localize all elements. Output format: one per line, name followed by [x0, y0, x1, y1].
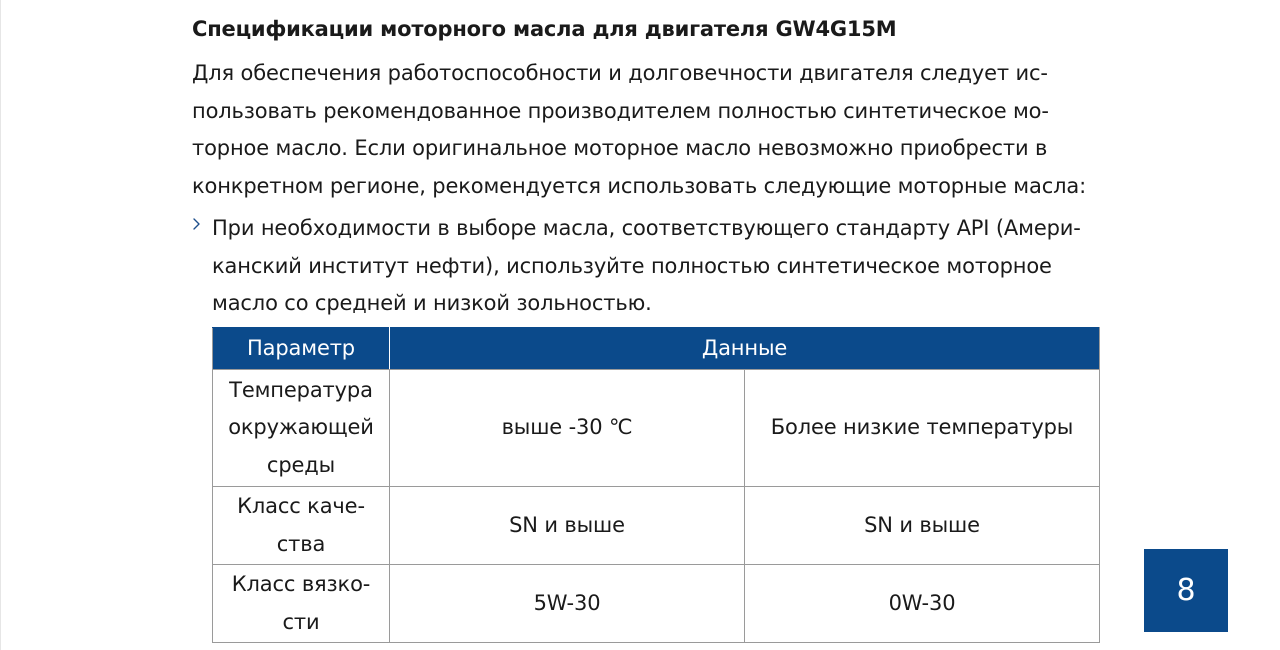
table-row — [213, 370, 1100, 487]
section-heading: Спецификации моторного масла для двигателя GW4G15M — [192, 17, 897, 41]
data-cell: Более низкие температуры — [745, 370, 1100, 487]
param-cell — [213, 370, 390, 487]
paragraph-line: конкретном регионе, рекомендуется использовать следующие моторные масла: — [192, 174, 1087, 199]
param-line: Класс каче- — [237, 494, 365, 518]
param-line: ства — [276, 531, 326, 556]
param-cell — [213, 565, 390, 643]
table-header-row — [213, 328, 1100, 370]
param-line: окружающей — [228, 415, 374, 440]
table-row — [213, 487, 1100, 565]
param-line: Класс вязко- — [231, 572, 371, 596]
page-edge-rule — [0, 0, 1, 650]
chevron-right-icon-svg — [192, 213, 202, 235]
paragraph-line: торное масло. Если оригинальное моторное масло невозможно приобрести в — [192, 136, 1048, 161]
bullet-line: канский институт нефти), используйте полностью синтетическое моторное — [212, 253, 1052, 278]
chevron-right-icon — [192, 213, 204, 237]
bullet-line: При необходимости в выборе масла, соответствующего стандарту API (Амери- — [212, 216, 1081, 240]
data-cell: 5W-30 — [390, 565, 745, 643]
bullet-text — [212, 210, 1102, 323]
param-line: сти — [282, 609, 320, 634]
data-cell: 0W-30 — [745, 565, 1100, 643]
param-line: среды — [266, 452, 336, 477]
bullet-line: масло со средней и низкой зольностью. — [212, 291, 652, 315]
param-line: Температура — [229, 377, 373, 402]
paragraph-line: пользовать рекомендованное производителем полностью синтетическое мо- — [192, 98, 1049, 123]
paragraph-line: Для обеспечения работоспособности и долговечности двигателя следует ис- — [192, 61, 1048, 85]
data-cell: SN и выше — [745, 487, 1100, 565]
param-cell — [213, 487, 390, 565]
data-cell: SN и выше — [390, 487, 745, 565]
table-row — [213, 565, 1100, 643]
data-cell: выше -30 ℃ — [390, 370, 745, 487]
header-data: Данные — [390, 328, 1100, 370]
oil-spec-table — [212, 327, 1100, 643]
intro-paragraph — [192, 55, 1087, 206]
page-number-badge: 8 — [1144, 549, 1228, 632]
header-param: Параметр — [213, 328, 390, 370]
